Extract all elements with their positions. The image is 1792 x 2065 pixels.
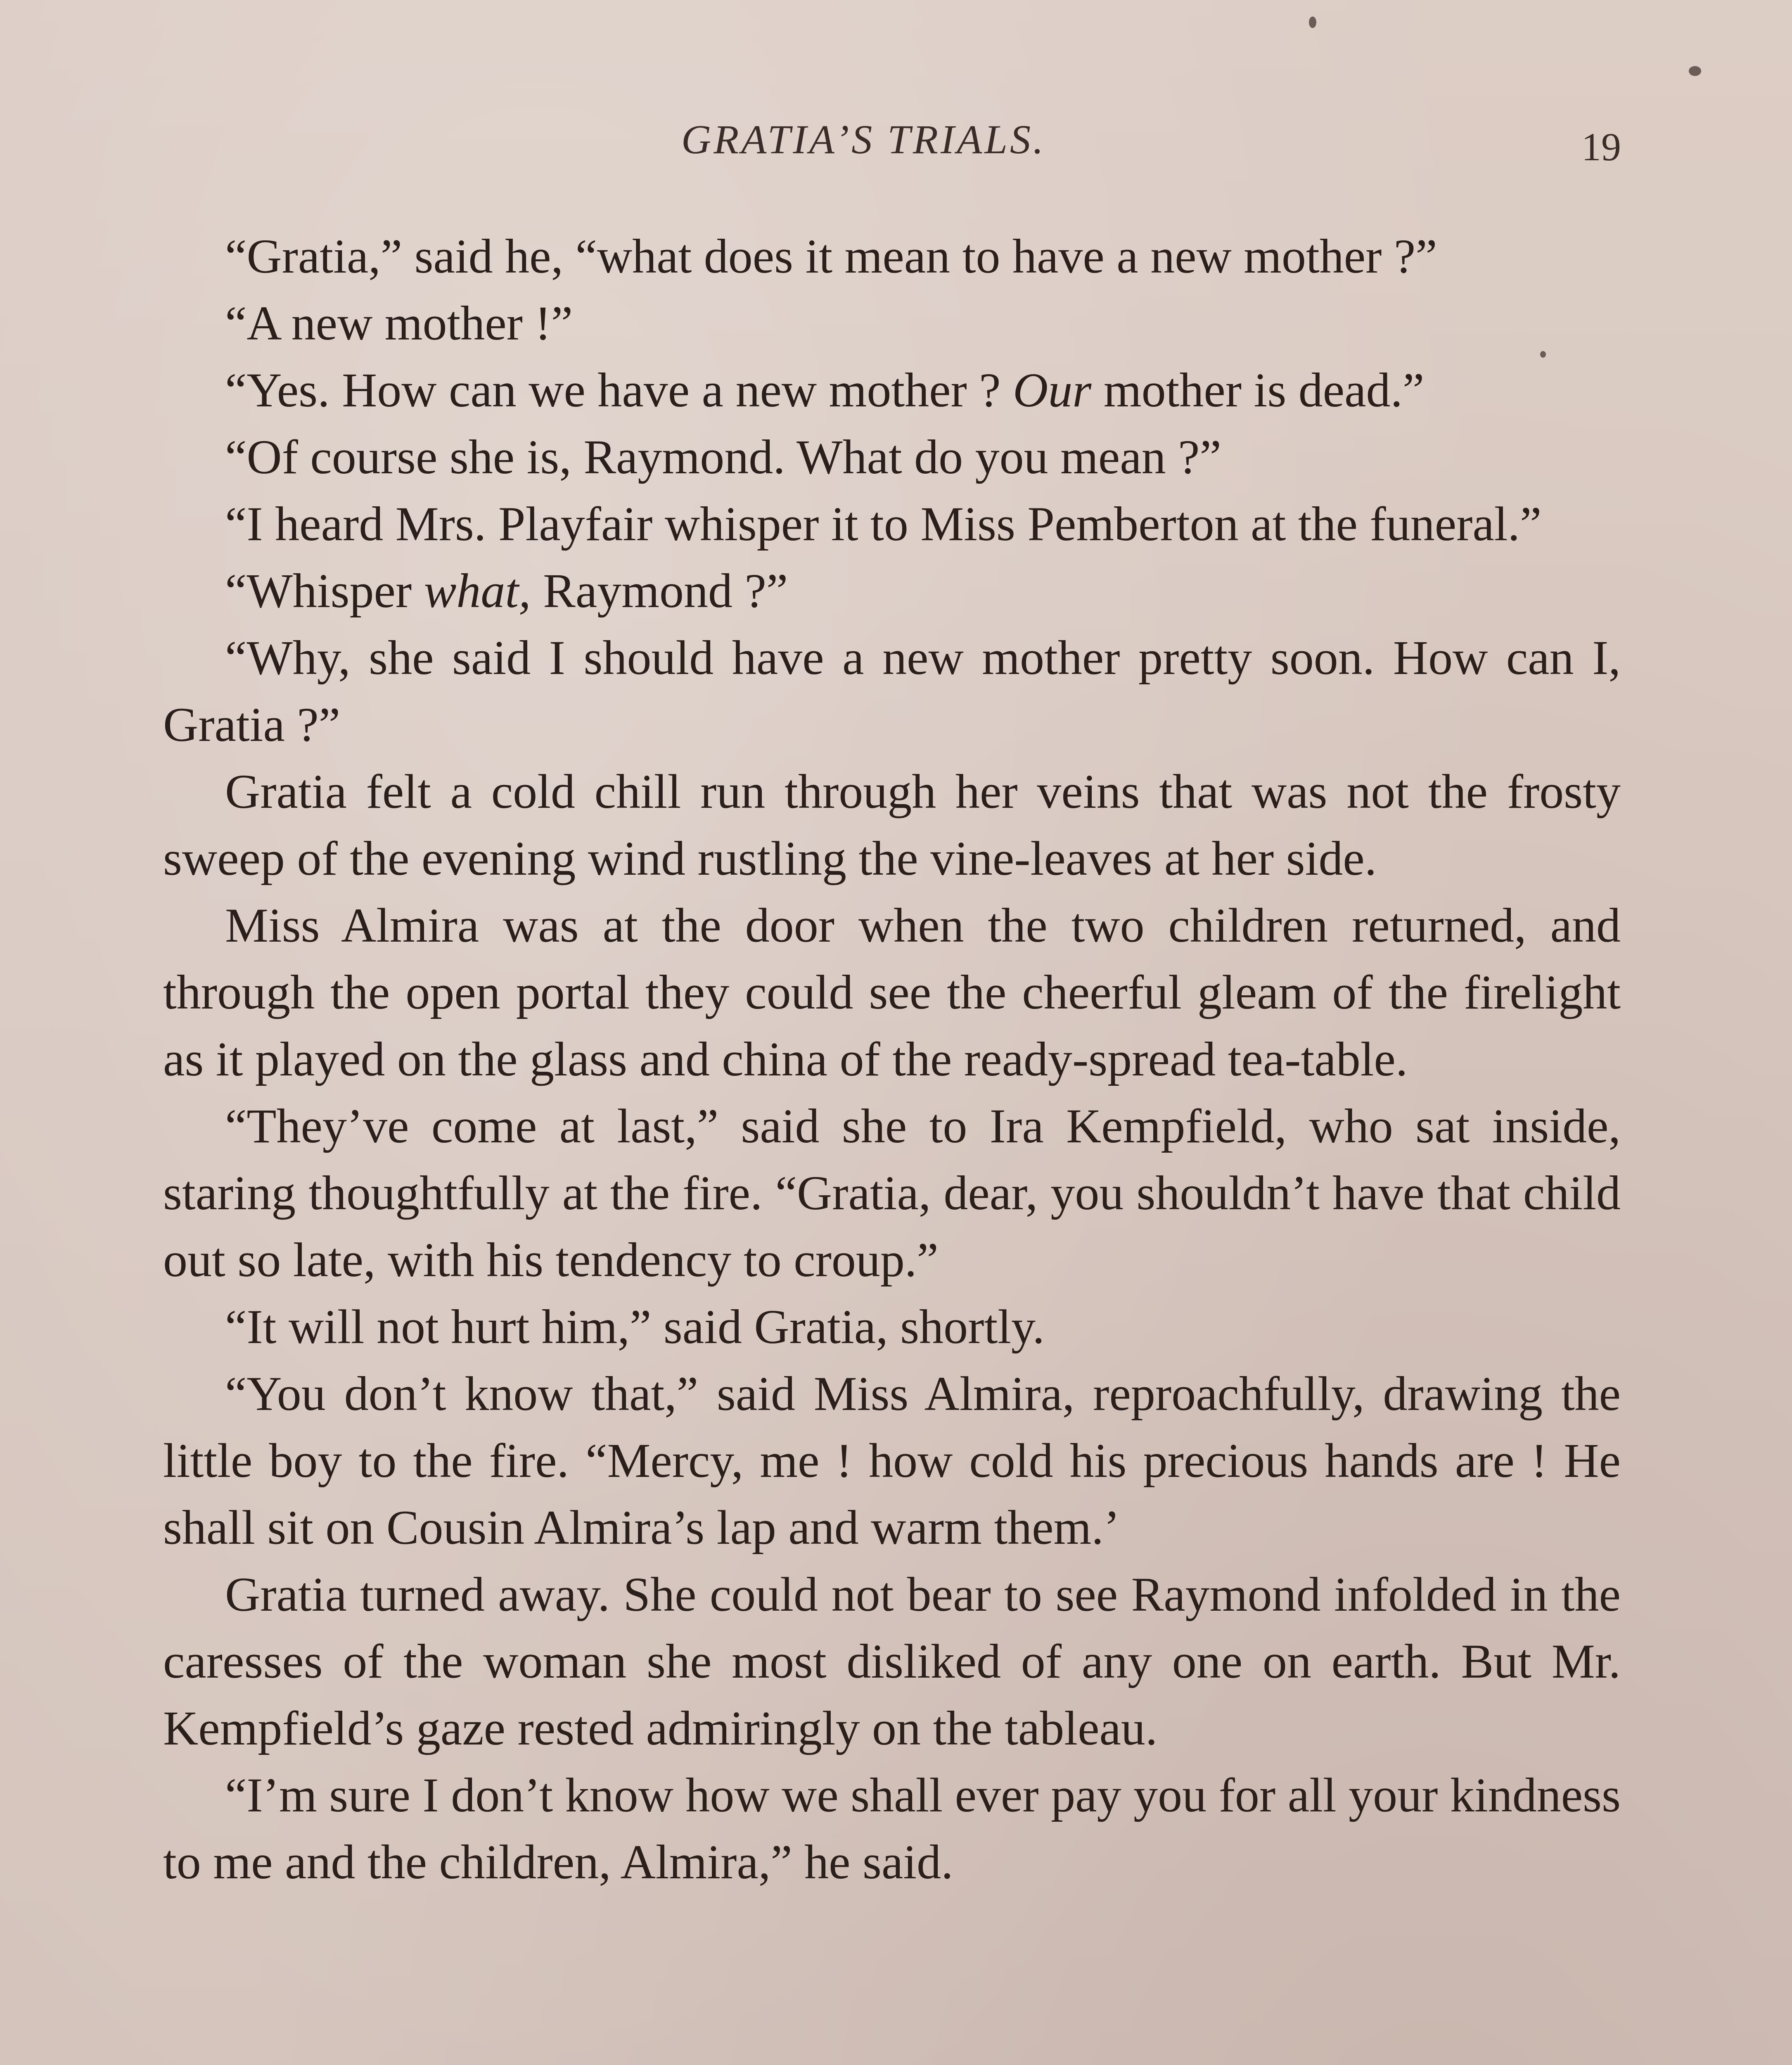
paragraph — [163, 1294, 1621, 1360]
emphasis: what, — [424, 564, 531, 618]
emphasis: Our — [1013, 363, 1092, 417]
text-run: Raymond ?” — [531, 564, 788, 618]
running-head: GRATIA’S TRIALS. — [681, 116, 1046, 162]
text-run: “A new mother !” — [225, 296, 573, 350]
text-run: “It will not hurt him,” said Gratia, shortly. — [225, 1300, 1045, 1354]
paragraph — [163, 892, 1621, 1093]
paragraph — [163, 1093, 1621, 1294]
text-run: Miss Almira was at the door when the two children returned, and through the open portal they could see the cheerful gleam of the firelight as it played on the glass and china of the ready-spread tea-table. — [163, 898, 1621, 1086]
text-run: “Gratia,” said he, “what does it mean to have a new mother ?” — [225, 229, 1437, 283]
text-run: mother is dead.” — [1091, 363, 1425, 417]
paper-speck — [1540, 351, 1546, 358]
text-run: “I heard Mrs. Playfair whisper it to Miss Pemberton at the funeral.” — [225, 497, 1542, 551]
text-run: “Of course she is, Raymond. What do you mean ?” — [225, 430, 1221, 484]
paragraph — [163, 290, 1621, 357]
text-run: “Why, she said I should have a new mother pretty soon. How can I, Gratia ?” — [163, 631, 1621, 752]
text-run: Gratia turned away. She could not bear to see Raymond infolded in the caresses of the woman she most disliked of any one on earth. But Mr. Kempfield’s gaze rested admiringly on the tableau. — [163, 1567, 1621, 1755]
paragraph — [163, 758, 1621, 892]
page-header — [0, 112, 1792, 169]
paragraph — [163, 424, 1621, 491]
paragraph — [163, 1360, 1621, 1561]
paper-speck — [1689, 66, 1701, 76]
page-number: 19 — [1581, 125, 1621, 169]
text-run: “I’m sure I don’t know how we shall ever pay you for all your kindness to me and the children, Almira,” he said. — [163, 1768, 1621, 1889]
paragraph — [163, 223, 1621, 290]
text-run: Gratia felt a cold chill run through her veins that was not the frosty sweep of the evening wind rustling the vine-leaves at her side. — [163, 764, 1621, 885]
paragraph — [163, 1561, 1621, 1762]
paragraph — [163, 558, 1621, 624]
paragraph — [163, 491, 1621, 558]
text-run: “You don’t know that,” said Miss Almira, reproachfully, drawing the little boy to the fire. “Mercy, me ! how cold his precious hands are ! He shall sit on Cousin Almira’s lap and warm them.’ — [163, 1367, 1621, 1555]
text-run: “They’ve come at last,” said she to Ira Kempfield, who sat inside, staring thoughtfully at the fire. “Gratia, dear, you shouldn’t have that child out so late, with his tendency to croup.” — [163, 1099, 1621, 1287]
paper-speck — [1309, 17, 1316, 28]
paragraph — [163, 624, 1621, 758]
paragraph — [163, 1762, 1621, 1896]
body-text — [163, 223, 1621, 1896]
paragraph — [163, 357, 1621, 424]
text-run: “Whisper — [225, 564, 424, 618]
text-run: “Yes. How can we have a new mother ? — [225, 363, 1013, 417]
